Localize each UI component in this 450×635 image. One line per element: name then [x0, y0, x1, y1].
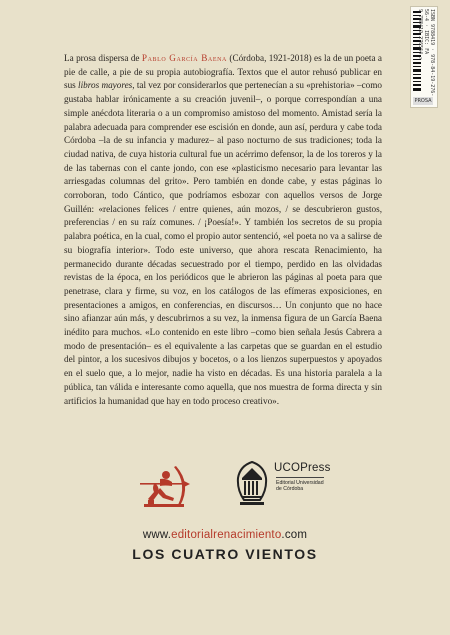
blurb-italic: libros mayores [78, 80, 133, 91]
blurb-part-b: , tal vez por considerarlos que pertenecían a su «prehistoria» –como gustaba hablar irónicamente a su creación juvenil–, o porque correspondían a una simple anécdota literaria o a un compromiso amistoso del momento. Amistad sería la palabra adecuada para comprender ese escisión en donde, aun así, perdura y cabe toda Córdoba –la de su infancia y madurez– al paso nocturno de sus tradiciones; toda la ciudad nativa, de cuya historia cultural fue un acérrimo defensor, la de los toreros y la de las tabernas con el cante jondo, con ese «plasticismo necesario para levantar las arriesgadas columnas del grito». Pero también en donde cabe, y estas páginas lo corroboran, todo Cántico, que podríamos esbozar con aquellos versos de Jorge Guillén: «relaciones felices / entre quienes, aún mozos, / se descubrieron gustos, preferencias / en su raíz comunes. / ¡Poesía!». Y también los secretos de su propia palabra poética, en la cual, como el propio autor sentenció, «el poeta no va a salirse de su biografía interior». Todo este universo, que ahora rescata Renacimiento, ha permanecido durante décadas secuestrado por el tiempo, perdido en las olvidadas revistas de la época, en los periódicos que le abrieron las páginas al poeta para que penetrase, clara y firme, su voz, en los catálogos de las efímeras exposiciones, en presentaciones a amigos, en conferencias, en discursos… Un conjunto que no hace sino afianzar aún más, y descubrirnos a su vez, la inmensa figura de un García Baena inédito para muchos. «Lo contenido en este libro –como bien señala Jesús Cabrera a modo de presentación– es el equivalente a las carpetas que se guardan en el estudio del pintor, a los sucesivos dibujos y bocetos, o a los lienzos superpuestos y apoyados en el suelo que, a lo mejor, nadie ha visto en décadas. Es una historia paralela a la pública, tan válida e interesante como aquella, que nos muestra de forma directa y sin artificios la humanidad que hay en todo proceso creativo». [64, 80, 382, 406]
category-label: PROSA [414, 98, 432, 104]
collection-title: LOS CUATRO VIENTOS [132, 546, 318, 562]
blurb-part-a: (Córdoba, 1921-2018) es la de un poeta a pie de calle, a pie de su propia autobiografía. Textos que el autor rehusó publicar en sus [64, 53, 383, 91]
author-name: Pablo García Baena [141, 53, 227, 63]
isbn-barcode [410, 6, 438, 108]
uco-emblem-icon [234, 460, 270, 508]
renacimiento-archer-logo [130, 462, 196, 510]
uco-press-wordmark [274, 462, 344, 492]
uco-press-name: UCOPress [274, 462, 331, 474]
website-suffix: .com [281, 529, 308, 541]
uco-subtitle-1: Editorial Universidad [276, 480, 324, 486]
blurb-intro: La prosa dispersa de [64, 53, 142, 63]
uco-divider [276, 477, 324, 478]
isbn-vertical-text: ISBN 9788419 · 978-84-19-276-56-4 · IBIC: FA [423, 9, 435, 97]
website-domain: editorialrenacimiento [171, 529, 282, 541]
blurb-text [64, 52, 382, 408]
publisher-website [0, 529, 450, 541]
website-prefix: www. [142, 529, 172, 541]
publisher-logos [0, 460, 450, 520]
isbn-number: 9 788419 276564 > [417, 9, 423, 61]
uco-subtitle-2: de Córdoba [276, 486, 304, 492]
